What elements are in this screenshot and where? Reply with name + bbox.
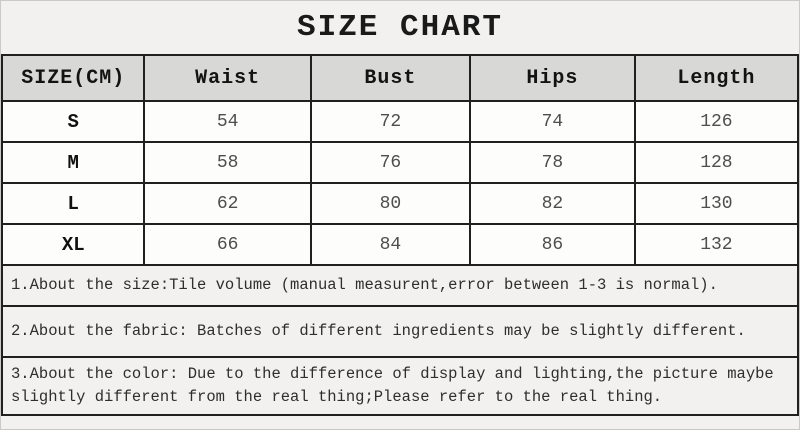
note-about-size: 1.About the size:Tile volume (manual measurent,error between 1-3 is normal).	[1, 266, 799, 307]
bust-cell: 76	[311, 142, 470, 183]
note-about-color: 3.About the color: Due to the difference of display and lighting,the picture maybe slightly different from the real thing;Please refer to the real thing.	[1, 358, 799, 416]
column-header-bust: Bust	[311, 55, 470, 101]
hips-cell: 78	[470, 142, 635, 183]
table-row-s	[2, 101, 798, 142]
length-cell: 126	[635, 101, 798, 142]
page-title: SIZE CHART	[296, 10, 504, 45]
table-row-xl	[2, 224, 798, 265]
column-header-hips: Hips	[470, 55, 635, 101]
title-bar	[1, 1, 799, 54]
note-about-fabric: 2.About the fabric: Batches of different ingredients may be slightly different.	[1, 307, 799, 358]
bust-cell: 84	[311, 224, 470, 265]
length-cell: 130	[635, 183, 798, 224]
table-row-m	[2, 142, 798, 183]
size-table-body	[2, 101, 798, 265]
column-header-size: SIZE(CM)	[2, 55, 144, 101]
notes-section	[1, 266, 799, 416]
header-row	[2, 55, 798, 101]
size-cell: XL	[2, 224, 144, 265]
size-cell: S	[2, 101, 144, 142]
size-cell: M	[2, 142, 144, 183]
size-cell: L	[2, 183, 144, 224]
waist-cell: 66	[144, 224, 310, 265]
hips-cell: 74	[470, 101, 635, 142]
table-row-l	[2, 183, 798, 224]
waist-cell: 58	[144, 142, 310, 183]
size-table	[1, 54, 799, 266]
waist-cell: 54	[144, 101, 310, 142]
size-table-header	[2, 55, 798, 101]
bust-cell: 72	[311, 101, 470, 142]
hips-cell: 86	[470, 224, 635, 265]
waist-cell: 62	[144, 183, 310, 224]
hips-cell: 82	[470, 183, 635, 224]
bust-cell: 80	[311, 183, 470, 224]
length-cell: 132	[635, 224, 798, 265]
column-header-length: Length	[635, 55, 798, 101]
column-header-waist: Waist	[144, 55, 310, 101]
length-cell: 128	[635, 142, 798, 183]
